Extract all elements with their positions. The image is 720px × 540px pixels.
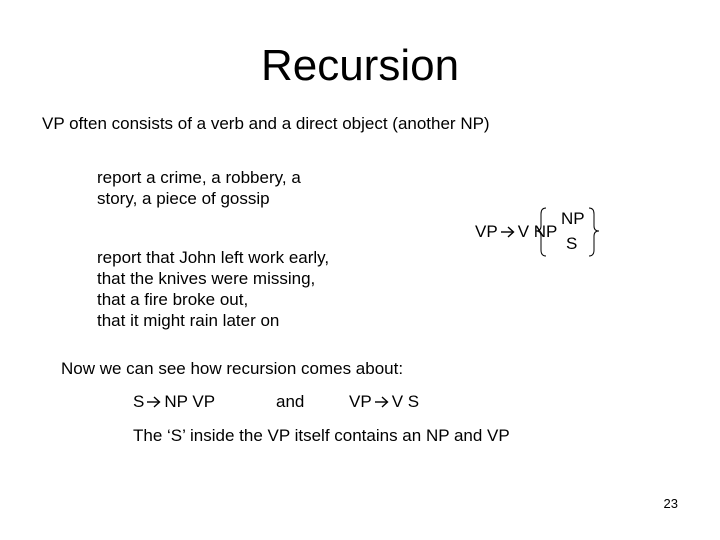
recursion-note: The ‘S’ inside the VP itself contains an NP and VP <box>133 426 510 445</box>
vp-recursive-rule-rhs: V S <box>391 392 420 411</box>
right-brace-icon <box>588 206 600 258</box>
s-example-line: that it might rain later on <box>97 311 280 330</box>
recursion-intro: Now we can see how recursion comes about: <box>61 359 404 378</box>
s-example-line: that a fire broke out, <box>97 290 249 309</box>
np-examples <box>97 167 301 209</box>
vp-rule-np: NP <box>533 222 558 241</box>
left-brace-icon <box>535 206 547 258</box>
np-example-line: story, a piece of gossip <box>97 189 270 208</box>
vp-rule-option-np: NP <box>561 209 585 228</box>
arrow-right-icon <box>375 396 389 408</box>
slide-title: Recursion <box>260 41 460 90</box>
s-example-line: report that John left work early, <box>97 248 330 267</box>
s-rule <box>133 392 215 412</box>
vp-rule-lhs: VP <box>475 222 498 241</box>
page-number: 23 <box>663 496 678 511</box>
s-example-line: that the knives were missing, <box>97 269 316 288</box>
vp-recursive-rule-lhs: VP <box>349 392 372 411</box>
s-rule-lhs: S <box>133 392 145 411</box>
vp-rule-option-s: S <box>566 234 578 253</box>
intro-text: VP often consists of a verb and a direct object (another NP) <box>42 114 490 133</box>
vp-rule-verb: V <box>517 222 530 241</box>
np-example-line: report a crime, a robbery, a <box>97 168 301 187</box>
vp-recursive-rule <box>349 392 419 412</box>
s-examples <box>97 247 329 331</box>
and-text: and <box>276 392 305 411</box>
s-rule-rhs: NP VP <box>164 392 216 411</box>
arrow-right-icon <box>147 396 161 408</box>
arrow-right-icon <box>501 226 515 238</box>
